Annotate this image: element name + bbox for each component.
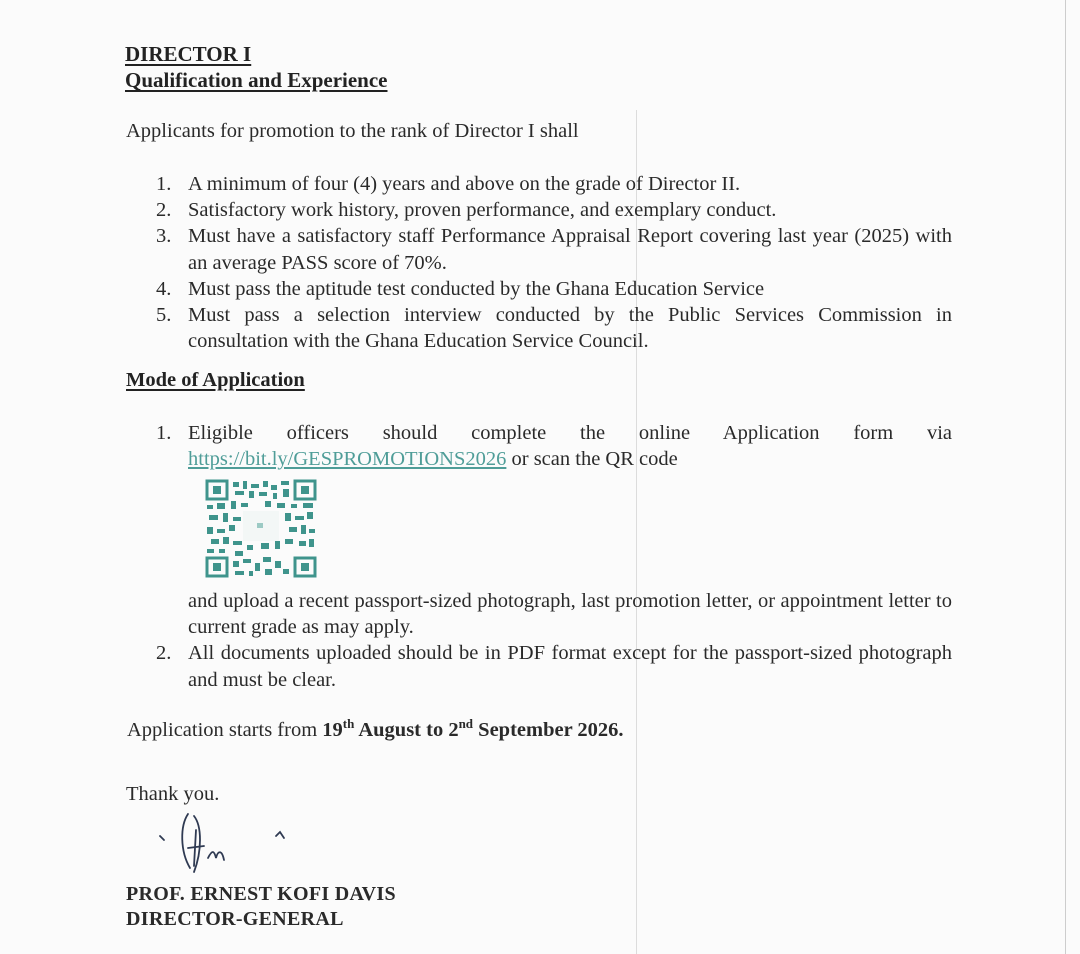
- end-day: 2: [448, 718, 459, 741]
- list-item-text: A minimum of four (4) years and above on the grade of Director II.: [188, 173, 741, 195]
- list-item-text: Satisfactory work history, proven performance, and exemplary conduct.: [188, 199, 777, 222]
- list-item: [150, 588, 952, 640]
- list-item: [150, 171, 952, 197]
- list-item: [150, 197, 952, 223]
- list-number: 1.: [156, 422, 172, 444]
- list-number: 3.: [156, 225, 172, 248]
- list-item-text: All documents uploaded should be in PDF format except for the passport-sized photograph and must be clear.: [188, 642, 952, 691]
- signatory-name: PROF. ERNEST KOFI DAVIS: [126, 883, 396, 905]
- qualifications-list: [150, 171, 952, 354]
- list-item-text: Eligible officers should complete the online Application form via: [188, 422, 952, 444]
- period-prefix: Application starts from: [127, 718, 323, 741]
- list-number: 4.: [156, 277, 172, 300]
- mode-list-1-continued: [150, 588, 952, 693]
- page-edge: [1065, 0, 1066, 954]
- list-item-text: Must pass the aptitude test conducted by the Ghana Education Service: [188, 277, 765, 300]
- list-item-text: Must pass a selection interview conducted by the Public Services Commission in consultation with the Ghana Education Service Council.: [188, 304, 952, 353]
- section-heading-director: DIRECTOR I: [125, 42, 252, 66]
- signature-icon: [150, 806, 290, 886]
- section-heading-mode: Mode of Application: [126, 369, 305, 391]
- qr-code-icon[interactable]: [205, 479, 317, 578]
- list-number: 1.: [156, 173, 172, 195]
- end-date-rest: September 2026.: [473, 718, 624, 741]
- list-number: 2.: [156, 642, 172, 665]
- mode-list-1: [150, 420, 952, 472]
- list-item: [150, 276, 952, 302]
- list-item: [150, 223, 952, 275]
- start-day: 19: [322, 718, 343, 741]
- application-period: [127, 716, 624, 742]
- list-item: [150, 302, 952, 354]
- upload-instruction-text: and upload a recent passport-sized photograph, last promotion letter, or appointment letter to current grade as may apply.: [188, 590, 952, 639]
- intro-text: Applicants for promotion to the rank of Director I shall: [126, 120, 579, 142]
- list-item-text: Must have a satisfactory staff Performance Appraisal Report covering last year (2025) with an average PASS score of 70%.: [188, 225, 952, 274]
- thanks-text: Thank you.: [126, 783, 220, 805]
- list-item: [150, 420, 952, 472]
- list-item: [150, 640, 952, 692]
- end-day-suffix: nd: [458, 716, 474, 731]
- qr-instruction-text: or scan the QR code: [506, 448, 678, 471]
- signatory-title: DIRECTOR-GENERAL: [126, 908, 344, 930]
- start-day-suffix: th: [342, 716, 355, 731]
- list-number: 2.: [156, 199, 172, 222]
- application-link[interactable]: https://bit.ly/GESPROMOTIONS2026: [188, 448, 507, 471]
- section-heading-qualification: Qualification and Experience: [125, 68, 388, 92]
- list-number: 5.: [156, 304, 172, 327]
- start-month: August to: [354, 718, 449, 741]
